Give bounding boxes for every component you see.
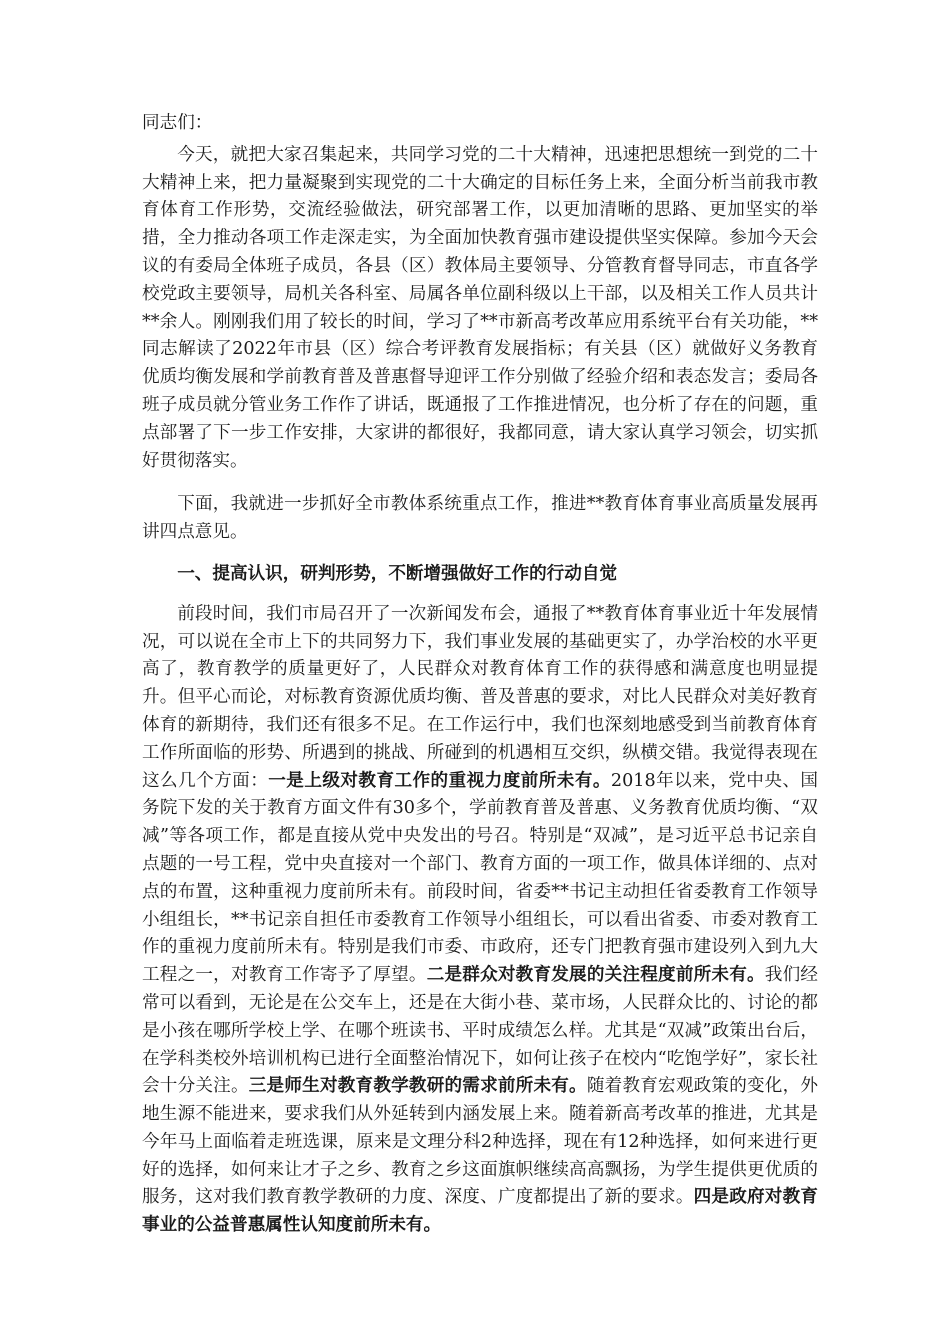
- section1-heading: 一、提高认识，研判形势，不断增强做好工作的行动自觉: [177, 563, 618, 584]
- point-1-highlight: 一是上级对教育工作的重视力度前所未有。: [268, 770, 611, 791]
- point-4-highlight: 四是政府对教育事业的公益普惠属性认知度前所未有。: [142, 1187, 818, 1236]
- section1-body: [142, 601, 818, 1240]
- point-2-highlight: 二是群众对教育发展的关注程度前所未有。: [426, 965, 765, 986]
- document-page: [142, 110, 818, 1240]
- body-text-3: 我们经常可以看到，无论是在公交车上，还是在大街小巷、菜市场，人民群众比的、讨论的都是小孩在哪所学校上学、在哪个班读书、平时成绩怎么样。尤其是“双减”政策出台后，在学科类校外培训机构已进行全面整治情况下，如何让孩子在校内“吃饱学好”，家长社会十分关注。: [142, 965, 818, 1097]
- body-text-4: 随着教育宏观政策的变化，外地生源不能进来，要求我们从外延转到内涵发展上来。随着新高考改革的推进，尤其是今年马上面临着走班选课，原来是文理分科2种选择，现在有12种选择，如何来进行更好的选择，如何来让才子之乡、教育之乡这面旗帜继续高高飘扬，为学生提供更优质的服务，这对我们教育教学教研的力度、深度、广度都提出了新的要求。: [142, 1076, 818, 1208]
- body-text-2: 2018年以来，党中央、国务院下发的关于教育方面文件有30多个，学前教育普及普惠、义务教育优质均衡、“双减”等各项工作，都是直接从党中央发出的号召。特别是“双减”，是习近平总书记亲自点题的一号工程，党中央直接对一个部门、教育方面的一项工作，做具体详细的、点对点的布置，这种重视力度前所未有。前段时间，省委**书记主动担任省委教育工作领导小组组长，**书记亲自担任市委教育工作领导小组组长，可以看出省委、市委对教育工作的重视力度前所未有。特别是我们市委、市政府，还专门把教育强市建设列入到九大工程之一，对教育工作寄予了厚望。: [142, 770, 818, 986]
- salutation: 同志们：: [142, 113, 213, 133]
- intro-paragraph: 今天，就把大家召集起来，共同学习党的二十大精神，迅速把思想统一到党的二十大精神上来，把力量凝聚到实现党的二十大确定的目标任务上来，全面分析当前我市教育体育工作形势，交流经验做法，研究部署工作，以更加清晰的思路、更加坚实的举措，全力推动各项工作走深走实，为全面加快教育强市建设提供坚实保障。参加今天会议的有委局全体班子成员，各县（区）教体局主要领导、分管教育督导同志，市直各学校党政主要领导，局机关各科室、局属各单位副科级以上干部，以及相关工作人员共计**余人。刚刚我们用了较长的时间，学习了**市新高考改革应用系统平台有关功能，**同志解读了2022年市县（区）综合考评教育发展指标；有关县（区）就做好义务教育优质均衡发展和学前教育普及普惠督导迎评工作分别做了经验介绍和表态发言；委局各班子成员就分管业务工作作了讲话，既通报了工作推进情况，也分析了存在的问题，重点部署了下一步工作安排，大家讲的都很好，我都同意，请大家认真学习领会，切实抓好贯彻落实。: [142, 144, 818, 471]
- next-paragraph: 下面，我就进一步抓好全市教体系统重点工作，推进**教育体育事业高质量发展再讲四点意见。: [142, 494, 818, 543]
- point-3-highlight: 三是师生对教育教学教研的需求前所未有。: [248, 1076, 587, 1097]
- body-text-1: 前段时间，我们市局召开了一次新闻发布会，通报了**教育体育事业近十年发展情况，可以说在全市上下的共同努力下，我们事业发展的基础更实了，办学治校的水平更高了，教育教学的质量更好了，人民群众对教育体育工作的获得感和满意度也明显提升。但平心而论，对标教育资源优质均衡、普及普惠的要求，对比人民群众对美好教育体育的新期待，我们还有很多不足。在工作运行中，我们也深刻地感受到当前教育体育工作所面临的形势、所遇到的挑战、所碰到的机遇相互交织，纵横交错。我觉得表现在这么几个方面：: [142, 603, 818, 791]
